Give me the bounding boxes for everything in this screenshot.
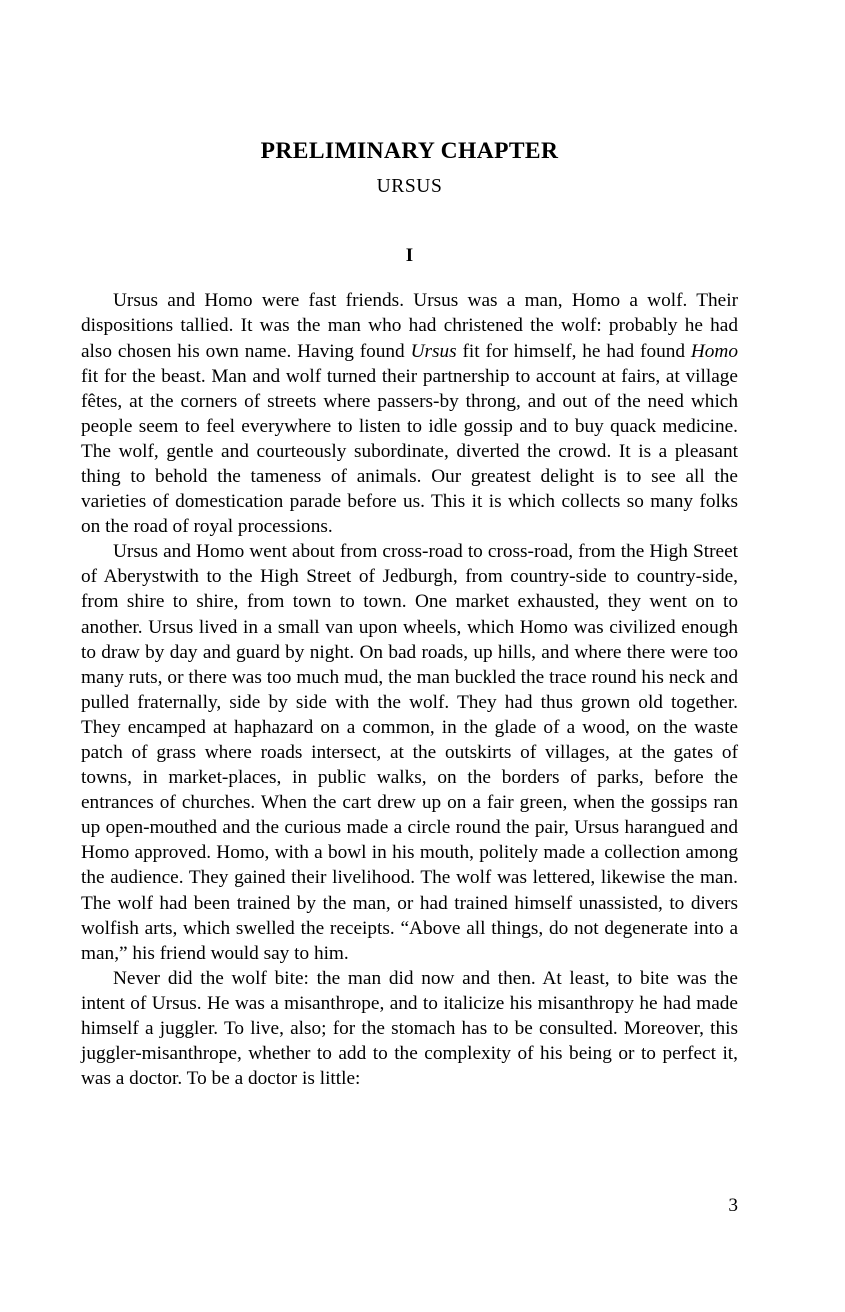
paragraph-1 — [81, 288, 738, 539]
paragraph-2: Ursus and Homo went about from cross-road to cross-road, from the High Street of Aberystwith to the High Street of Jedburgh, from country-side to country-side, from shire to shire, from town to town. One market exhausted, they went on to another. Ursus lived in a small van upon wheels, which Homo was civilized enough to draw by day and guard by night. On bad roads, up hills, and where there were too many ruts, or there was too much mud, the man buckled the trace round his neck and pulled fraternally, side by side with the wolf. They had thus grown old together. They encamped at haphazard on a common, in the glade of a wood, on the waste patch of grass where roads intersect, at the outskirts of villages, at the gates of towns, in market-places, in public walks, on the borders of parks, before the entrances of churches. When the cart drew up on a fair green, when the gossips ran up open-mouthed and the curious made a circle round the pair, Ursus harangued and Homo approved. Homo, with a bowl in his mouth, politely made a collection among the audience. They gained their livelihood. The wolf was lettered, likewise the man. The wolf had been trained by the man, or had trained himself unassisted, to divers wolfish arts, which swelled the receipts. “Above all things, do not degenerate into a man,” his friend would say to him. — [81, 541, 738, 964]
italic-homo: Homo — [690, 340, 738, 362]
italic-ursus: Ursus — [410, 340, 457, 362]
page-number: 3 — [728, 1195, 738, 1216]
chapter-subtitle: URSUS — [376, 176, 443, 198]
body-text — [81, 267, 738, 1091]
paragraph-3: Never did the wolf bite: the man did now and then. At least, to bite was the intent of Ursus. He was a misanthrope, and to italicize his misanthropy he had made himself a juggler. To live, also; for the stomach has to be consulted. Moreover, this juggler-misanthrope, whether to add to the complexity of his being or to perfect it, was a doctor. To be a doctor is little: — [81, 967, 738, 1090]
page-content — [81, 0, 738, 1091]
chapter-title: PRELIMINARY CHAPTER — [260, 138, 559, 164]
paragraph-1-part-c: fit for the beast. Man and wolf turned their partnership to account at fairs, at village fêtes, at the corners of streets where passers-by throng, and out of the need which people seem to feel everywhere to listen to idle gossip and to buy quack medicine. The wolf, gentle and courteously subordinate, diverted the crowd. It is a pleasant thing to behold the tameness of animals. Our greatest delight is to see all the varieties of domestication parade before us. This it is which collects so many folks on the road of royal processions. — [81, 365, 738, 538]
section-numeral: I — [405, 245, 414, 267]
paragraph-1-part-a: Ursus and Homo were fast friends. Ursus was a man, Homo a wolf. Their dispositions tallied. It was the man who had christened the wolf: probably he had also chosen his own name. Having found — [81, 290, 738, 362]
paragraph-1-part-b: fit for himself, he had found — [456, 340, 691, 362]
